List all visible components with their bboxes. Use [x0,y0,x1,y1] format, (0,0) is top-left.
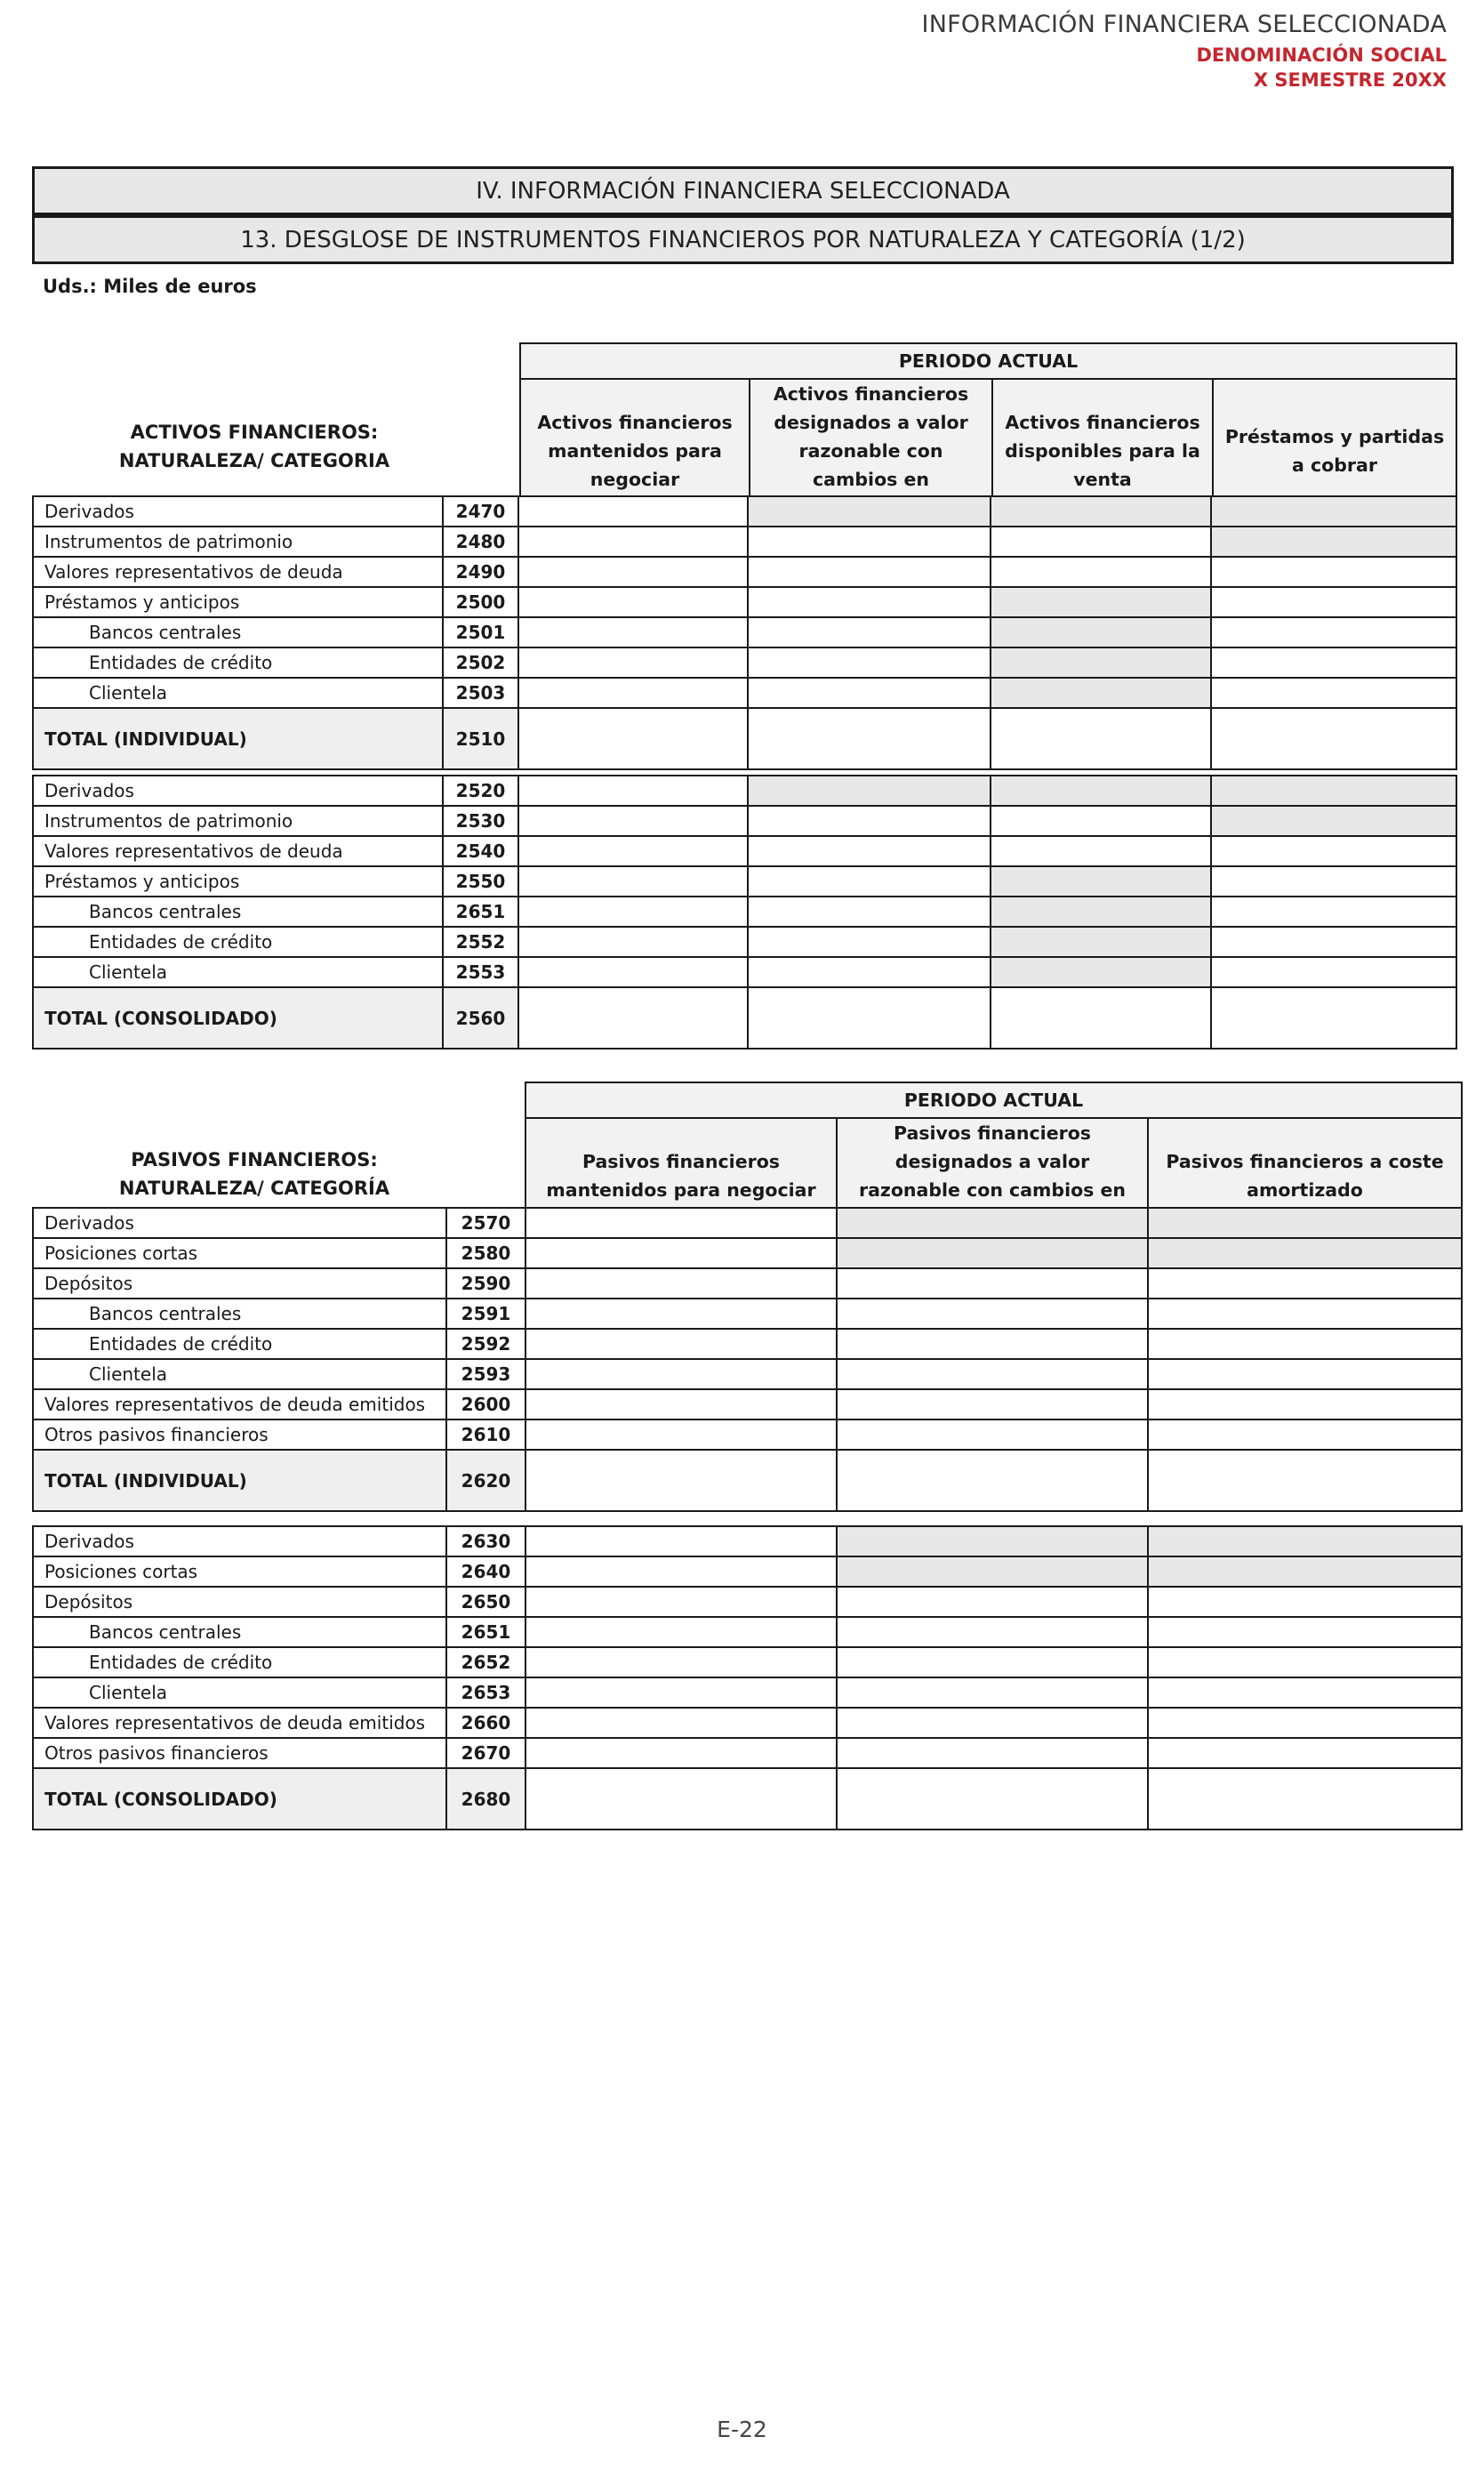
assets-col-available-for-sale: Activos financieros disponibles para la venta [992,379,1213,523]
assets-individual-table [32,495,1457,770]
disabled-cell [837,1238,1148,1268]
value-cell[interactable] [518,806,748,836]
row-label: Valores representativos de deuda emitidos [33,1708,446,1738]
row-code: 2680 [446,1768,525,1830]
disabled-cell [1148,1238,1462,1268]
assets-consolidated-table [32,775,1457,1050]
table-row [33,1389,1462,1419]
value-cell[interactable] [748,836,991,866]
disabled-cell [991,678,1211,708]
row-code: 2480 [443,527,518,557]
value-cell[interactable] [837,1299,1148,1329]
disabled-cell [1211,776,1456,806]
value-cell[interactable] [1148,1268,1462,1299]
value-cell[interactable] [837,1708,1148,1738]
table-row [33,647,1456,678]
value-cell[interactable] [525,1556,837,1587]
disabled-cell [1148,1556,1462,1587]
value-cell[interactable] [525,1329,837,1359]
value-cell[interactable] [525,1208,837,1238]
assets-period-label: PERIODO ACTUAL [520,343,1456,379]
table-row [33,927,1456,957]
value-cell[interactable] [1211,927,1456,957]
value-cell[interactable] [837,1738,1148,1768]
row-label: TOTAL (INDIVIDUAL) [33,708,443,769]
table-row [33,957,1456,987]
disabled-cell [991,496,1211,527]
value-cell[interactable] [518,866,748,897]
value-cell[interactable] [1148,1677,1462,1708]
value-cell[interactable] [525,1677,837,1708]
liabilities-col-amortized-cost: Pasivos financieros a coste amortizado [1148,1118,1462,1234]
row-label: Bancos centrales [33,1299,446,1329]
table-row [33,1556,1462,1587]
row-label: Valores representativos de deuda [33,557,443,587]
row-code: 2653 [446,1677,525,1708]
value-cell[interactable] [748,527,991,557]
row-code: 2550 [443,866,518,897]
table-row [33,1359,1462,1389]
disabled-cell [991,776,1211,806]
row-code: 2630 [446,1526,525,1556]
row-label: Valores representativos de deuda emitidos [33,1389,446,1419]
table-row [33,1208,1462,1238]
table-row [33,866,1456,897]
disabled-cell [991,617,1211,647]
disabled-cell [837,1526,1148,1556]
value-cell[interactable] [1211,708,1456,769]
value-cell[interactable] [1148,1450,1462,1511]
assets-col-trading: Activos financieros mantenidos para negociar [520,379,750,523]
assets-section-title [32,418,477,475]
row-label: Entidades de crédito [33,1647,446,1677]
value-cell[interactable] [837,1329,1148,1359]
table-row [33,1677,1462,1708]
liabilities-col-trading: Pasivos financieros mantenidos para negociar [525,1118,837,1234]
row-code: 2490 [443,557,518,587]
disabled-cell [1211,527,1456,557]
table-row [33,557,1456,587]
row-label: Otros pasivos financieros [33,1419,446,1450]
value-cell[interactable] [837,1677,1148,1708]
row-code: 2552 [443,927,518,957]
disabled-cell [748,776,991,806]
value-cell[interactable] [1211,678,1456,708]
value-cell[interactable] [518,836,748,866]
row-label: Valores representativos de deuda [33,836,443,866]
row-label: Bancos centrales [33,897,443,927]
row-code: 2593 [446,1359,525,1389]
table-row [33,1587,1462,1617]
row-label: Bancos centrales [33,1617,446,1647]
value-cell[interactable] [518,708,748,769]
disabled-cell [991,866,1211,897]
row-label: Posiciones cortas [33,1556,446,1587]
value-cell[interactable] [525,1587,837,1617]
value-cell[interactable] [1148,1419,1462,1450]
value-cell[interactable] [837,1617,1148,1647]
value-cell[interactable] [518,957,748,987]
row-code: 2610 [446,1419,525,1450]
row-code: 2560 [443,987,518,1049]
page-header-title: INFORMACIÓN FINANCIERA SELECCIONADA [921,11,1447,38]
value-cell[interactable] [1211,557,1456,587]
value-cell[interactable] [1148,1647,1462,1677]
value-cell[interactable] [1211,957,1456,987]
row-label: Instrumentos de patrimonio [33,527,443,557]
row-label: Otros pasivos financieros [33,1738,446,1768]
report-period: X SEMESTRE 20XX [1253,69,1447,91]
value-cell[interactable] [518,617,748,647]
row-code: 2553 [443,957,518,987]
row-label: Posiciones cortas [33,1238,446,1268]
value-cell[interactable] [525,1359,837,1389]
disabled-cell [991,587,1211,617]
table-row [33,776,1456,806]
value-cell[interactable] [1148,1299,1462,1329]
value-cell[interactable] [518,987,748,1049]
liabilities-section-title [32,1146,477,1202]
value-cell[interactable] [748,557,991,587]
table-row [33,1526,1462,1556]
liabilities-title-line1: PASIVOS FINANCIEROS: [131,1149,378,1170]
disabled-cell [1211,496,1456,527]
disabled-cell [837,1556,1148,1587]
value-cell[interactable] [1148,1389,1462,1419]
value-cell[interactable] [525,1299,837,1329]
value-cell[interactable] [518,897,748,927]
table-row [33,836,1456,866]
row-label: Clientela [33,678,443,708]
value-cell[interactable] [1148,1617,1462,1647]
row-code: 2501 [443,617,518,647]
table-row [33,1768,1462,1830]
row-label: Derivados [33,1526,446,1556]
row-label: Bancos centrales [33,617,443,647]
assets-title-line2: NATURALEZA/ CATEGORIA [118,450,390,471]
row-label: Clientela [33,1359,446,1389]
value-cell[interactable] [518,678,748,708]
table-row [33,987,1456,1049]
value-cell[interactable] [1148,1768,1462,1830]
value-cell[interactable] [518,496,748,527]
row-label: Clientela [33,957,443,987]
disabled-cell [991,957,1211,987]
row-code: 2580 [446,1238,525,1268]
row-label: TOTAL (INDIVIDUAL) [33,1450,446,1511]
disabled-cell [837,1208,1148,1238]
value-cell[interactable] [748,708,991,769]
value-cell[interactable] [748,587,991,617]
row-code: 2660 [446,1708,525,1738]
row-code: 2520 [443,776,518,806]
value-cell[interactable] [518,927,748,957]
row-label: Entidades de crédito [33,1329,446,1359]
liabilities-consolidated-table [32,1525,1463,1830]
table-row [33,496,1456,527]
table-row [33,1450,1462,1511]
row-code: 2600 [446,1389,525,1419]
row-label: TOTAL (CONSOLIDADO) [33,987,443,1049]
value-cell[interactable] [837,1450,1148,1511]
table-row [33,1708,1462,1738]
row-code: 2651 [443,897,518,927]
row-code: 2670 [446,1738,525,1768]
row-code: 2530 [443,806,518,836]
disabled-cell [991,897,1211,927]
value-cell[interactable] [525,1738,837,1768]
value-cell[interactable] [991,806,1211,836]
value-cell[interactable] [748,987,991,1049]
row-code: 2651 [446,1617,525,1647]
row-label: Derivados [33,496,443,527]
value-cell[interactable] [1211,617,1456,647]
row-label: Préstamos y anticipos [33,587,443,617]
table-row [33,897,1456,927]
value-cell[interactable] [525,1450,837,1511]
row-code: 2620 [446,1450,525,1511]
value-cell[interactable] [525,1268,837,1299]
assets-col-loans-receivables: Préstamos y partidas a cobrar [1213,379,1456,523]
row-label: Derivados [33,1208,446,1238]
table-row [33,678,1456,708]
value-cell[interactable] [991,987,1211,1049]
table-row [33,1299,1462,1329]
value-cell[interactable] [1148,1359,1462,1389]
value-cell[interactable] [525,1647,837,1677]
value-cell[interactable] [525,1708,837,1738]
value-cell[interactable] [837,1359,1148,1389]
section-banner [32,166,1454,215]
row-code: 2640 [446,1556,525,1587]
value-cell[interactable] [748,678,991,708]
value-cell[interactable] [525,1617,837,1647]
disabled-cell [991,927,1211,957]
subsection-title: 13. DESGLOSE DE INSTRUMENTOS FINANCIEROS POR NATURALEZA Y CATEGORÍA (1/2) [240,226,1246,253]
row-label: Clientela [33,1677,446,1708]
row-code: 2500 [443,587,518,617]
units-label: Uds.: Miles de euros [43,276,257,297]
assets-col-fair-value: Activos financieros designados a valor razonable con cambios en [750,379,992,523]
value-cell[interactable] [748,897,991,927]
row-label: Derivados [33,776,443,806]
row-code: 2650 [446,1587,525,1617]
value-cell[interactable] [991,557,1211,587]
row-label: TOTAL (CONSOLIDADO) [33,1768,446,1830]
table-row [33,806,1456,836]
disabled-cell [748,496,991,527]
row-label: Depósitos [33,1587,446,1617]
table-row [33,1738,1462,1768]
table-row [33,587,1456,617]
value-cell[interactable] [518,587,748,617]
value-cell[interactable] [1211,866,1456,897]
value-cell[interactable] [837,1268,1148,1299]
value-cell[interactable] [525,1389,837,1419]
value-cell[interactable] [748,617,991,647]
disabled-cell [1148,1208,1462,1238]
value-cell[interactable] [837,1389,1148,1419]
table-row [33,1238,1462,1268]
table-row [33,1647,1462,1677]
value-cell[interactable] [837,1647,1148,1677]
value-cell[interactable] [837,1587,1148,1617]
row-code: 2590 [446,1268,525,1299]
disabled-cell [991,647,1211,678]
table-row [33,527,1456,557]
table-row [33,708,1456,769]
table-row [33,617,1456,647]
value-cell[interactable] [518,647,748,678]
value-cell[interactable] [518,776,748,806]
value-cell[interactable] [525,1526,837,1556]
value-cell[interactable] [1211,987,1456,1049]
value-cell[interactable] [748,647,991,678]
row-label: Préstamos y anticipos [33,866,443,897]
assets-title-line1: ACTIVOS FINANCIEROS: [130,422,379,443]
table-row [33,1268,1462,1299]
liabilities-period-label: PERIODO ACTUAL [525,1082,1462,1118]
value-cell[interactable] [525,1419,837,1450]
value-cell[interactable] [1148,1708,1462,1738]
disabled-cell [1148,1526,1462,1556]
section-title: IV. INFORMACIÓN FINANCIERA SELECCIONADA [476,177,1010,205]
value-cell[interactable] [1148,1587,1462,1617]
value-cell[interactable] [837,1768,1148,1830]
disabled-cell [1211,806,1456,836]
value-cell[interactable] [991,527,1211,557]
row-code: 2503 [443,678,518,708]
table-row [33,1617,1462,1647]
liabilities-title-line2: NATURALEZA/ CATEGORÍA [118,1178,390,1199]
value-cell[interactable] [518,527,748,557]
value-cell[interactable] [991,836,1211,866]
row-label: Instrumentos de patrimonio [33,806,443,836]
value-cell[interactable] [748,866,991,897]
value-cell[interactable] [1211,587,1456,617]
row-code: 2592 [446,1329,525,1359]
value-cell[interactable] [748,806,991,836]
value-cell[interactable] [1148,1329,1462,1359]
row-code: 2591 [446,1299,525,1329]
value-cell[interactable] [518,557,748,587]
value-cell[interactable] [748,927,991,957]
row-code: 2540 [443,836,518,866]
table-row [33,1329,1462,1359]
row-code: 2502 [443,647,518,678]
company-name: DENOMINACIÓN SOCIAL [1196,44,1447,66]
value-cell[interactable] [837,1419,1148,1450]
row-code: 2470 [443,496,518,527]
row-label: Depósitos [33,1268,446,1299]
table-row [33,1419,1462,1450]
value-cell[interactable] [991,708,1211,769]
value-cell[interactable] [1211,897,1456,927]
value-cell[interactable] [1211,647,1456,678]
subsection-banner [32,215,1454,264]
value-cell[interactable] [525,1768,837,1830]
value-cell[interactable] [1148,1738,1462,1768]
row-label: Entidades de crédito [33,927,443,957]
liabilities-individual-table [32,1207,1463,1512]
value-cell[interactable] [525,1238,837,1268]
row-code: 2510 [443,708,518,769]
row-label: Entidades de crédito [33,647,443,678]
value-cell[interactable] [1211,836,1456,866]
row-code: 2652 [446,1647,525,1677]
value-cell[interactable] [748,957,991,987]
liabilities-col-fair-value: Pasivos financieros designados a valor razonable con cambios en [837,1118,1148,1234]
page-number: E-22 [717,2417,767,2442]
row-code: 2570 [446,1208,525,1238]
